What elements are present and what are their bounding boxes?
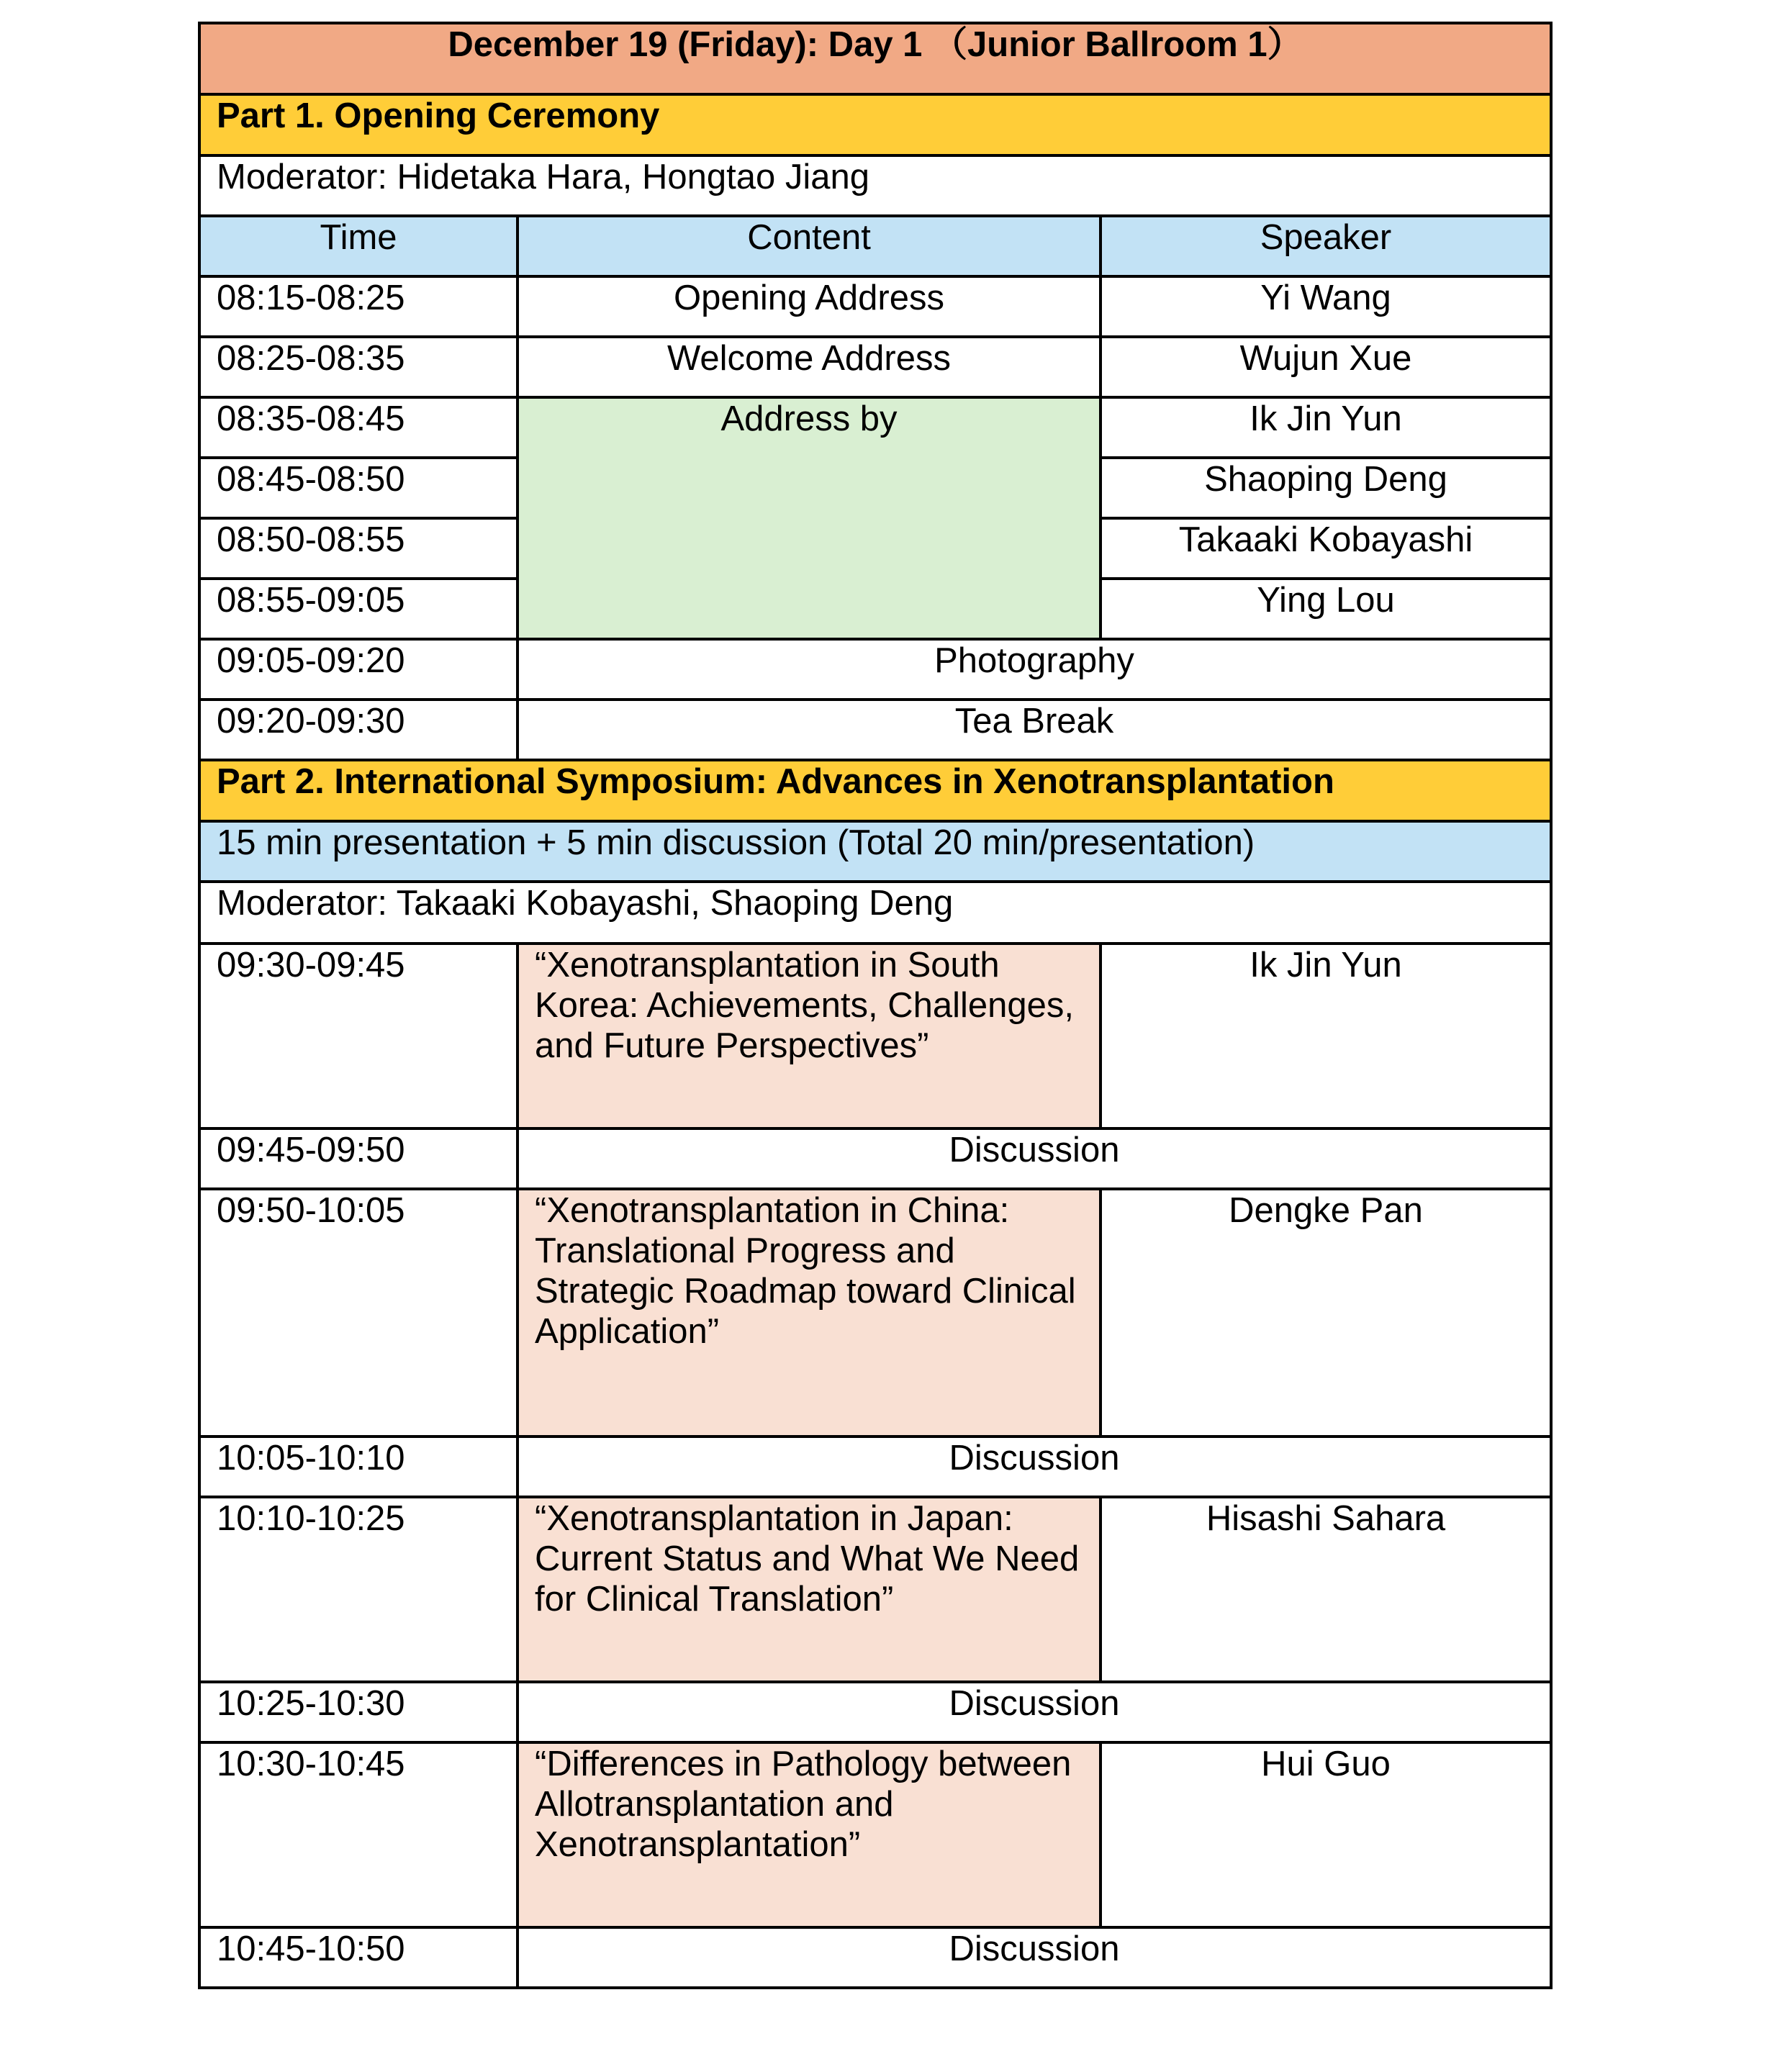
time-cell: 09:50-10:05: [199, 1189, 518, 1437]
presentation-title: “Xenotransplantation in South Korea: Achievements, Challenges, and Future Perspectives”: [518, 944, 1101, 1128]
column-header-time: Time: [199, 216, 518, 276]
discussion-cell: Discussion: [518, 1437, 1551, 1497]
time-cell: 08:15-08:25: [199, 276, 518, 337]
speaker-cell: Shaoping Deng: [1101, 458, 1551, 518]
part2-moderator-row: [199, 882, 1551, 944]
table-row: [199, 700, 1551, 760]
column-header-content: Content: [518, 216, 1101, 276]
address-by-cell: Address by: [518, 397, 1101, 639]
part2-moderator: Moderator: Takaaki Kobayashi, Shaoping Deng: [199, 882, 1551, 944]
column-header-speaker: Speaker: [1101, 216, 1551, 276]
day-header-row: [199, 23, 1551, 94]
time-cell: 09:30-09:45: [199, 944, 518, 1128]
part1-moderator-row: [199, 155, 1551, 216]
table-row: [199, 337, 1551, 397]
presentation-row: [199, 1189, 1551, 1437]
part2-format-note: 15 min presentation + 5 min discussion (Total 20 min/presentation): [199, 821, 1551, 882]
discussion-cell: Discussion: [518, 1682, 1551, 1742]
speaker-cell: Yi Wang: [1101, 276, 1551, 337]
discussion-row: [199, 1437, 1551, 1497]
part1-title: Part 1. Opening Ceremony: [199, 94, 1551, 155]
table-row: [199, 276, 1551, 337]
presentation-title: “Xenotransplantation in China: Translational Progress and Strategic Roadmap toward Clinical Application”: [518, 1189, 1101, 1437]
speaker-cell: Ik Jin Yun: [1101, 944, 1551, 1128]
tea-break-cell: Tea Break: [518, 700, 1551, 760]
table-row: [199, 639, 1551, 700]
time-cell: 09:20-09:30: [199, 700, 518, 760]
speaker-cell: Ik Jin Yun: [1101, 397, 1551, 458]
speaker-cell: Ying Lou: [1101, 579, 1551, 639]
discussion-cell: Discussion: [518, 1128, 1551, 1189]
time-cell: 10:30-10:45: [199, 1742, 518, 1927]
table-row: [199, 397, 1551, 458]
time-cell: 08:55-09:05: [199, 579, 518, 639]
time-cell: 10:45-10:50: [199, 1927, 518, 1988]
part1-header-row: [199, 94, 1551, 155]
presentation-row: [199, 1497, 1551, 1682]
part1-moderator: Moderator: Hidetaka Hara, Hongtao Jiang: [199, 155, 1551, 216]
discussion-row: [199, 1927, 1551, 1988]
schedule-table: [198, 22, 1553, 1989]
time-cell: 08:25-08:35: [199, 337, 518, 397]
time-cell: 09:05-09:20: [199, 639, 518, 700]
time-cell: 08:35-08:45: [199, 397, 518, 458]
time-cell: 08:50-08:55: [199, 518, 518, 579]
time-cell: 10:25-10:30: [199, 1682, 518, 1742]
discussion-cell: Discussion: [518, 1927, 1551, 1988]
speaker-cell: Takaaki Kobayashi: [1101, 518, 1551, 579]
speaker-cell: Wujun Xue: [1101, 337, 1551, 397]
part2-format-row: [199, 821, 1551, 882]
presentation-row: [199, 944, 1551, 1128]
presentation-title: “Differences in Pathology between Allotransplantation and Xenotransplantation”: [518, 1742, 1101, 1927]
content-cell: Opening Address: [518, 276, 1101, 337]
presentation-row: [199, 1742, 1551, 1927]
column-header-row: [199, 216, 1551, 276]
speaker-cell: Hisashi Sahara: [1101, 1497, 1551, 1682]
part2-header-row: [199, 760, 1551, 821]
time-cell: 08:45-08:50: [199, 458, 518, 518]
time-cell: 10:10-10:25: [199, 1497, 518, 1682]
speaker-cell: Dengke Pan: [1101, 1189, 1551, 1437]
discussion-row: [199, 1128, 1551, 1189]
time-cell: 10:05-10:10: [199, 1437, 518, 1497]
discussion-row: [199, 1682, 1551, 1742]
time-cell: 09:45-09:50: [199, 1128, 518, 1189]
part2-title: Part 2. International Symposium: Advances in Xenotransplantation: [199, 760, 1551, 821]
presentation-title: “Xenotransplantation in Japan: Current Status and What We Need for Clinical Translation”: [518, 1497, 1101, 1682]
speaker-cell: Hui Guo: [1101, 1742, 1551, 1927]
day-title: December 19 (Friday): Day 1 （Junior Ballroom 1）: [199, 23, 1551, 94]
photography-cell: Photography: [518, 639, 1551, 700]
content-cell: Welcome Address: [518, 337, 1101, 397]
